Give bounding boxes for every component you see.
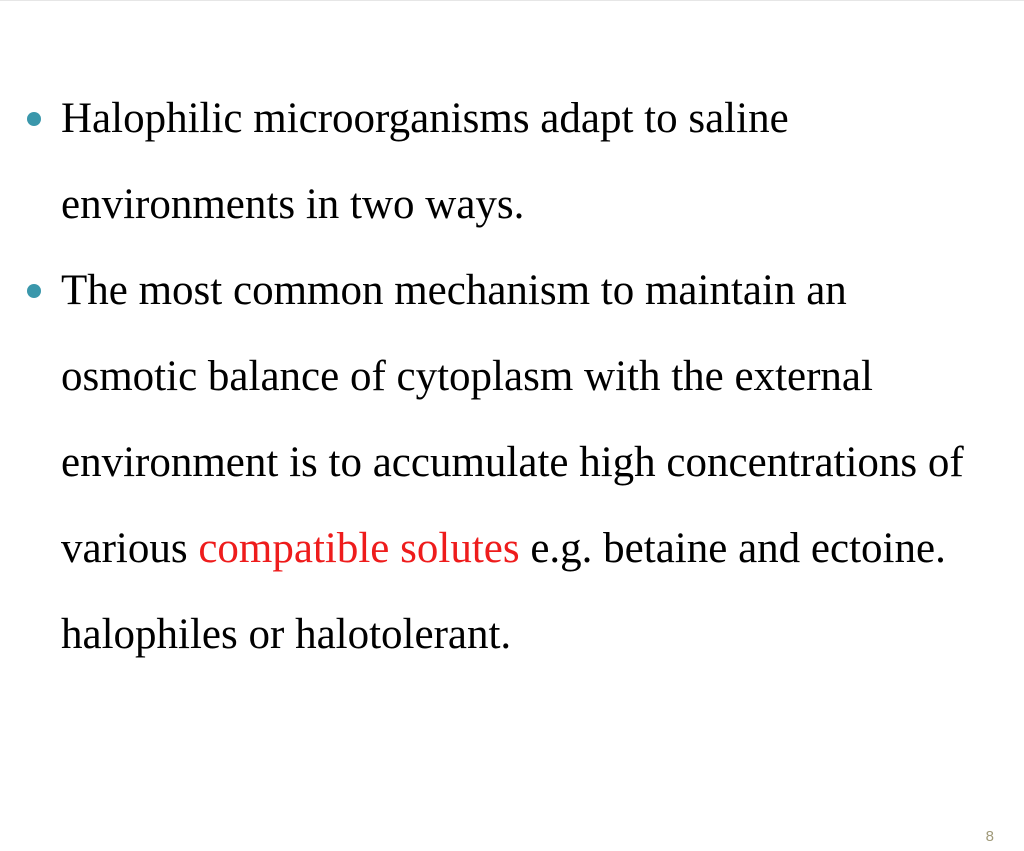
bullet-item-2 — [0, 248, 1024, 678]
page-number: 8 — [985, 828, 994, 845]
bullet-dot-icon — [27, 284, 41, 298]
bullet-text-after: e.g. betaine and ectoine. halophiles or halotolerant. — [61, 525, 946, 658]
bullet-item-1 — [0, 76, 1024, 248]
highlighted-term: compatible solutes — [198, 525, 520, 572]
bullet-dot-icon — [27, 112, 41, 126]
bullet-text-before: The most common mechanism to maintain an osmotic balance of cytoplasm with the external environment is to accumulate high concentrations of various — [61, 267, 964, 572]
bullet-text: Halophilic microorganisms adapt to saline environments in two ways. — [61, 95, 789, 228]
bullet-list — [0, 76, 1024, 678]
